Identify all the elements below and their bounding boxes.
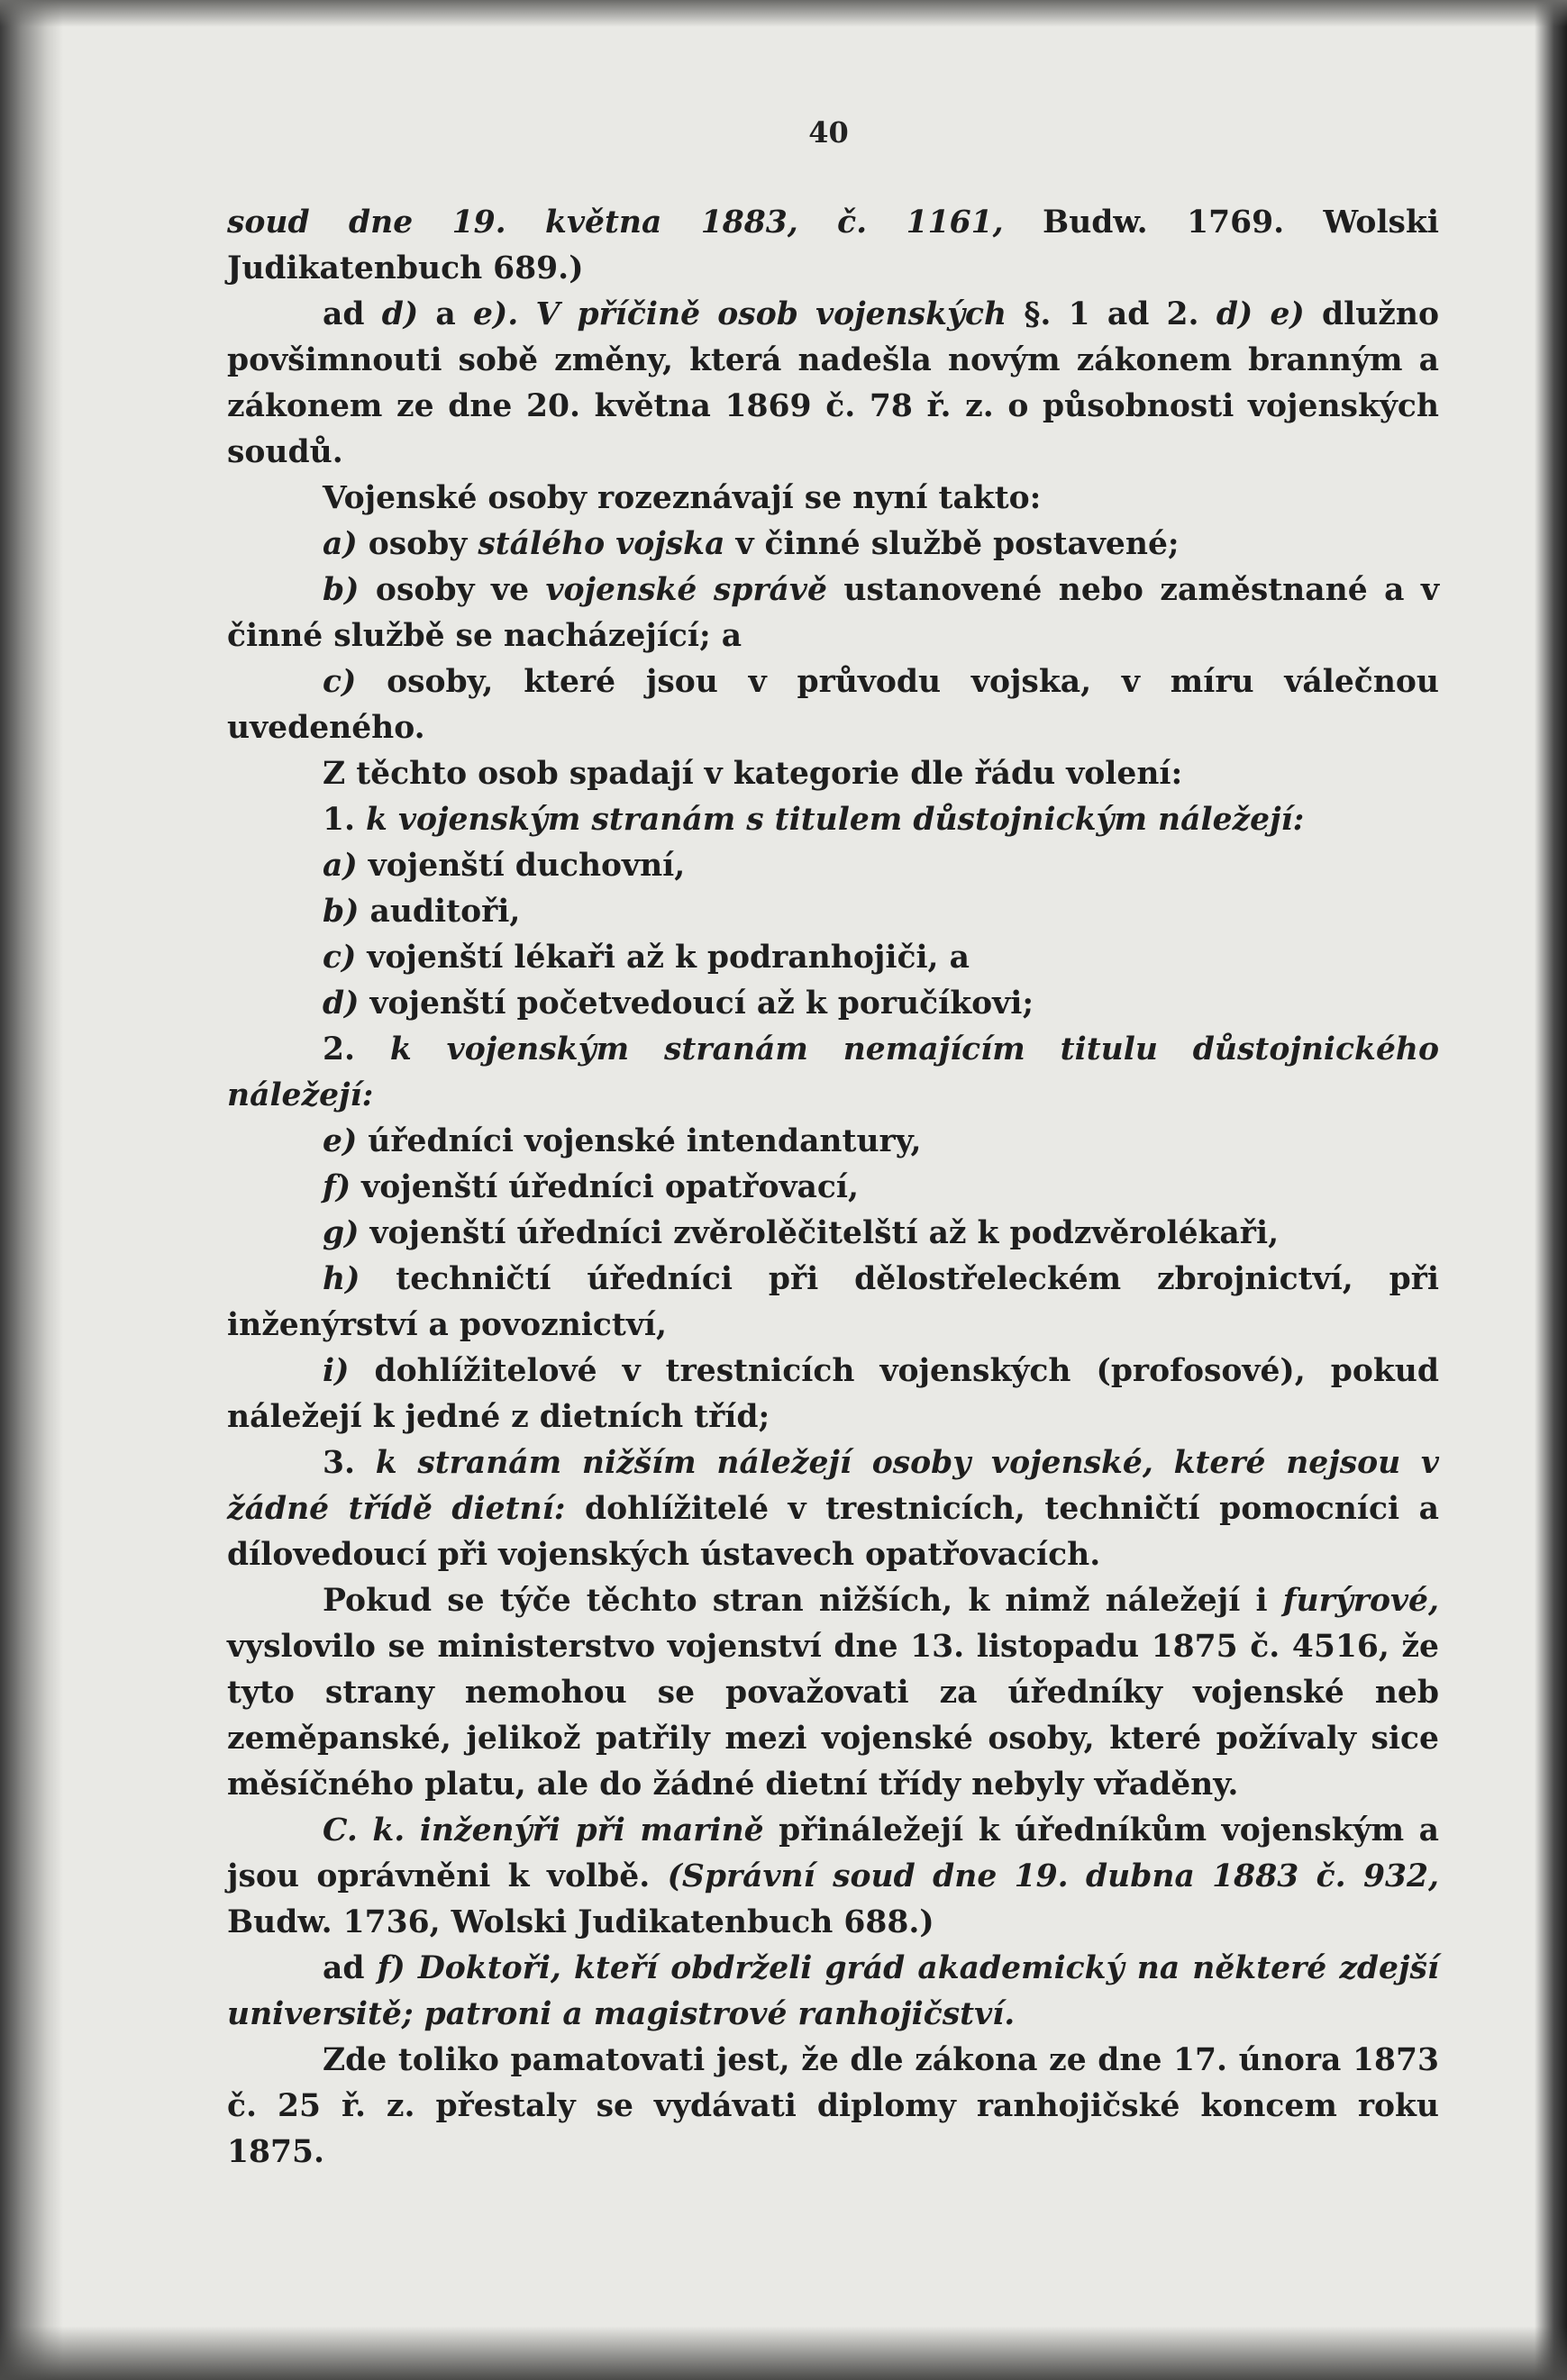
italic-text: k vojenským stranám s titulem důstojnickým náležejí: <box>366 802 1305 838</box>
page-edge-top <box>0 0 1567 27</box>
text-run: vojenští početvedoucí až k poručíkovi; <box>359 986 1034 1022</box>
paragraph <box>227 935 1439 981</box>
paragraph <box>227 1119 1439 1165</box>
italic-text: furýrové, <box>1282 1583 1439 1619</box>
text-run: vojenští úředníci zvěrolěčitelští až k podzvěrolékaři, <box>359 1215 1280 1251</box>
text-run: Pokud se týče těchto stran nižších, k nimž náležejí i <box>323 1583 1283 1619</box>
italic-text: stálého vojska <box>478 526 725 562</box>
text-run: techničtí úředníci při dělostřeleckém zbrojnictví, při inženýrství a povoznictví, <box>227 1261 1439 1343</box>
italic-text: c) <box>323 940 357 976</box>
paragraph <box>227 522 1439 568</box>
text-run: Budw. 1769. Wolski Judikatenbuch 689.) <box>227 204 1439 286</box>
text-run: dohlížitelové v trestnicích vojenských (profosové), pokud náležejí k jedné z dietních tříd; <box>227 1353 1439 1435</box>
italic-text: vojenské správě <box>545 572 827 608</box>
italic-text: g) <box>323 1215 360 1251</box>
paragraph <box>227 568 1439 659</box>
text-run: Z těchto osob spadají v kategorie dle řádu volení: <box>323 756 1183 792</box>
text-run: 3. <box>323 1445 376 1481</box>
paragraph <box>227 843 1439 889</box>
text-run: §. 1 ad 2. <box>1007 296 1216 332</box>
text-run: vojenští duchovní, <box>357 848 686 884</box>
text-run: vojenští úředníci opatřovací, <box>351 1169 860 1205</box>
italic-text: d) <box>323 986 360 1022</box>
italic-text: a) <box>323 526 358 562</box>
paragraph <box>227 751 1439 797</box>
text-run: osoby ve <box>359 572 546 608</box>
text-run: vojenští lékaři až k podranhojiči, a <box>356 940 970 976</box>
italic-text: i) <box>323 1353 350 1389</box>
paragraph <box>227 797 1439 843</box>
text-run: a <box>418 296 473 332</box>
text-run: Zde toliko pamatovati jest, že dle zákona ze dne 17. února 1873 č. 25 ř. z. přestaly se vydávati diplomy ranhojičské koncem roku 1875. <box>227 2042 1439 2170</box>
paragraph <box>227 200 1439 292</box>
italic-text: soud dne 19. května 1883, č. 1161, <box>227 204 1043 241</box>
italic-text: b) <box>323 572 360 608</box>
paragraph <box>227 2038 1439 2176</box>
italic-text: d) <box>381 296 419 332</box>
italic-text: C. k. inženýři při marině <box>323 1812 764 1849</box>
paragraph <box>227 1808 1439 1946</box>
page-edge-right <box>1535 0 1567 2380</box>
text-run: v činné službě postavené; <box>724 526 1180 562</box>
paragraph <box>227 1349 1439 1440</box>
text-run: Vojenské osoby rozeznávají se nyní takto: <box>323 480 1042 516</box>
page-number: 40 <box>808 115 849 150</box>
text-run: ustanovené nebo zaměstnané a v činné službě se nacházející; a <box>227 572 1439 654</box>
italic-text: e) <box>323 1123 358 1159</box>
italic-text: (Správní soud dne 19. dubna 1883 č. 932, <box>667 1858 1439 1894</box>
italic-text: f) Doktoři, kteří obdrželi grád akademický na některé zdejší universitě; patroni a magistrové ranhojičství. <box>227 1950 1439 2032</box>
italic-text: h) <box>323 1261 360 1297</box>
text-run: 2. <box>323 1031 390 1067</box>
text-run: ad <box>323 296 382 332</box>
paragraph <box>227 889 1439 935</box>
text-run: přináležejí k úředníkům vojenským a jsou oprávněni k volbě. <box>227 1812 1439 1894</box>
text-run: Budw. 1736, Wolski Judikatenbuch 688.) <box>227 1904 934 1940</box>
text-run: auditoři, <box>359 894 521 930</box>
paragraph <box>227 1257 1439 1349</box>
text-run: úředníci vojenské intendantury, <box>357 1123 922 1159</box>
paragraph <box>227 1946 1439 2038</box>
paragraph <box>227 659 1439 751</box>
body-text <box>227 200 1439 2176</box>
paragraph <box>227 1027 1439 1119</box>
text-run: osoby, které jsou v průvodu vojska, v míru válečnou uvedeného. <box>227 664 1439 746</box>
page-edge-left <box>0 0 63 2380</box>
italic-text: b) <box>323 894 360 930</box>
italic-text: e). V příčině osob vojenských <box>472 296 1007 332</box>
text-run: dohlížitelé v trestnicích, techničtí pomocníci a dílovedoucí při vojenských ústavech opatřovacích. <box>227 1491 1439 1573</box>
italic-text: k vojenským stranám nemajícím titulu důstojnického náležejí: <box>227 1031 1439 1113</box>
text-run: dlužno povšimnouti sobě změny, která nadešla novým zákonem branným a zákonem ze dne 20. května 1869 č. 78 ř. z. o působnosti vojenských soudů. <box>227 296 1439 470</box>
paragraph <box>227 476 1439 522</box>
italic-text: d) e) <box>1216 296 1305 332</box>
italic-text: f) <box>323 1169 351 1205</box>
paragraph <box>227 1578 1439 1808</box>
text-run: ad <box>323 1950 378 1986</box>
text-run: osoby <box>357 526 478 562</box>
italic-text: a) <box>323 848 358 884</box>
paragraph <box>227 1440 1439 1578</box>
paragraph <box>227 1211 1439 1257</box>
text-run: 1. <box>323 802 367 838</box>
paragraph <box>227 1165 1439 1211</box>
italic-text: k stranám nižším náležejí osoby vojenské, které nejsou v žádné třídě dietní: <box>227 1445 1439 1527</box>
paragraph <box>227 292 1439 476</box>
text-run: vyslovilo se ministerstvo vojenství dne 13. listopadu 1875 č. 4516, že tyto strany nemohou se považovati za úředníky vojenské neb zeměpanské, jelikož patřily mezi vojenské osoby, které požívaly sice měsíčného platu, ale do žádné dietní třídy nebyly vřaděny. <box>227 1629 1439 1803</box>
page-edge-bottom <box>0 2326 1567 2380</box>
paragraph <box>227 981 1439 1027</box>
italic-text: c) <box>323 664 357 700</box>
